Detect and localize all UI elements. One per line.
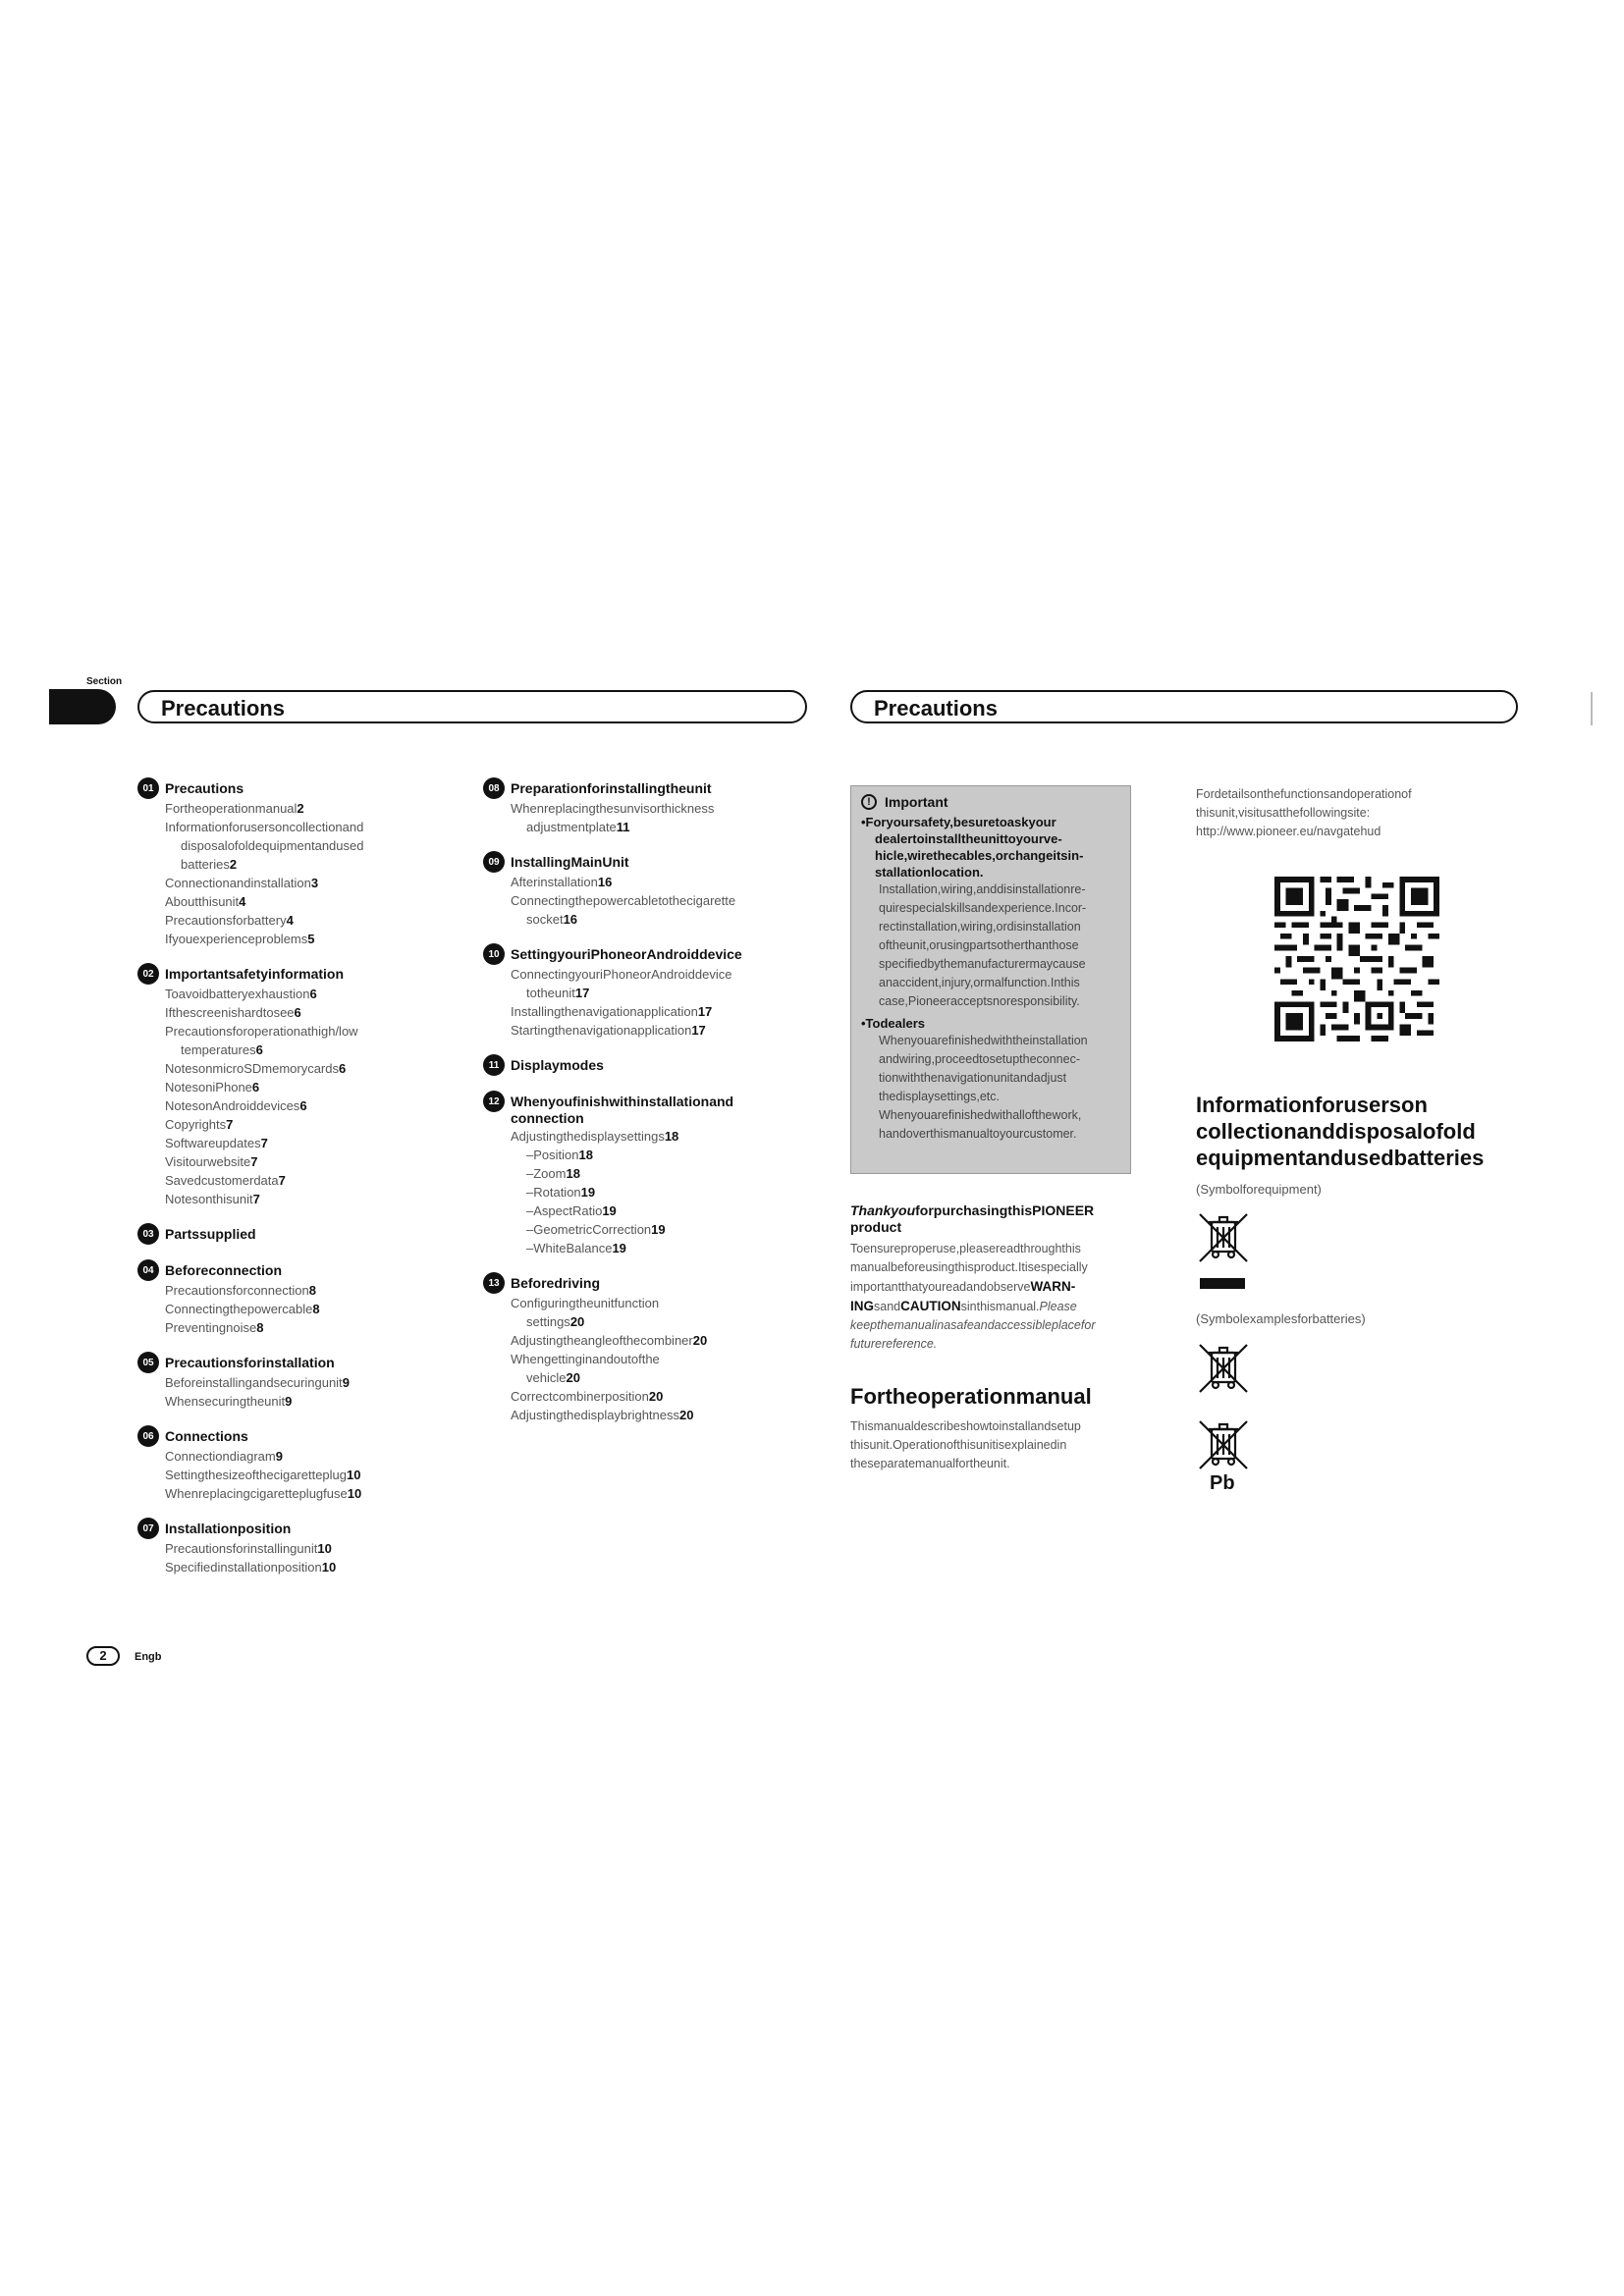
toc-item-page: 9 (285, 1394, 293, 1409)
important-bullet-safety-body: Installation,wiring,anddisinstallationre- quirespecialskillsandexperience.Incor- rectinstallation,wiring,ordisinstallation oftheunit,orusingpartsotherthanthose specifiedbythemanufacturermaycause anaccident,injury,ormalfunction.Inthis case,Pioneeracceptsnoresponsibility. (879, 882, 1087, 1008)
toc-item-page: 7 (250, 1154, 258, 1169)
toc-item[interactable] (165, 1447, 461, 1466)
toc-item[interactable] (165, 1096, 461, 1115)
toc-item-text: Configuringtheunitfunction (511, 1296, 660, 1310)
toc-item-page: 19 (580, 1185, 596, 1200)
toc-item-page: 19 (602, 1203, 617, 1218)
thanks-warning: WARN- ING (850, 1279, 1076, 1313)
edge-mark (1591, 692, 1593, 725)
toc-item[interactable] (511, 1239, 807, 1257)
toc-item-text: Copyrights (165, 1117, 227, 1132)
toc-item[interactable] (511, 1406, 807, 1424)
toc-item-text: Softwareupdates (165, 1136, 261, 1150)
toc-item-text: NotesonmicroSDmemorycards (165, 1061, 339, 1076)
toc-item-text: NotesonAndroiddevices (165, 1098, 300, 1113)
thanks-and: sand (874, 1300, 901, 1313)
toc-item-page: 19 (651, 1222, 666, 1237)
toc-column-middle (483, 780, 807, 1442)
toc-item-page: 17 (691, 1023, 706, 1038)
toc-item[interactable] (165, 1373, 461, 1392)
thanks-product: product (850, 1219, 902, 1235)
section-tab (49, 689, 116, 724)
toc-item[interactable] (511, 1350, 807, 1368)
toc-item-text: Toavoidbatteryexhaustion (165, 987, 310, 1001)
toc-item[interactable] (511, 891, 807, 910)
section-number-badge: 11 (483, 1054, 505, 1076)
toc-item-text: Settingthesizeofthecigaretteplug (165, 1468, 348, 1482)
section-number-badge: 12 (483, 1091, 505, 1112)
toc-item[interactable] (165, 1392, 461, 1411)
symbol-equipment-caption: (Symbolforequipment) (1196, 1182, 1322, 1197)
toc-item-list (511, 1127, 807, 1257)
thanks-brand: PIONEER (1032, 1202, 1095, 1218)
section-number-badge: 07 (137, 1518, 159, 1539)
toc-item-list (165, 1539, 461, 1576)
operation-manual-body: Thismanualdescribeshowtoinstallandsetup thisunit.Operationofthisunitisexplainedin theseparatemanualfortheunit. (850, 1419, 1081, 1470)
thanks-body (850, 1240, 1145, 1354)
toc-item[interactable] (165, 892, 461, 911)
toc-item-text: Fortheoperationmanual (165, 801, 298, 816)
toc-item-text: –GeometricCorrection (526, 1222, 652, 1237)
section-number-badge: 05 (137, 1352, 159, 1373)
toc-section (137, 966, 461, 1208)
toc-item[interactable] (165, 799, 461, 818)
important-heading (861, 794, 1120, 810)
toc-section (137, 1226, 461, 1245)
toc-item-page: 10 (317, 1541, 332, 1556)
toc-section-title: Importantsafetyinformation (165, 966, 345, 982)
thanks-rest: forpurchasingthis (915, 1202, 1033, 1218)
toc-item-text: disposalofoldequipmentandused (181, 838, 364, 853)
toc-item[interactable] (165, 1115, 461, 1134)
toc-item-text: Specifiedinstallationposition (165, 1560, 322, 1575)
toc-item[interactable] (165, 1539, 461, 1558)
important-heading-text: Important (885, 794, 948, 810)
toc-item-list (165, 985, 461, 1208)
toc-item-page: 8 (308, 1283, 316, 1298)
battery-pb-bin-icon (1196, 1417, 1251, 1476)
toc-item-text: Ifyouexperienceproblems (165, 932, 308, 946)
toc-item[interactable] (165, 1300, 461, 1318)
section-number-badge: 10 (483, 943, 505, 965)
toc-section (483, 946, 807, 1040)
toc-item[interactable] (165, 1022, 461, 1041)
toc-item-text: Connectionandinstallation (165, 876, 311, 890)
section-number-badge: 09 (483, 851, 505, 873)
toc-section-title: Beforeconnection (165, 1262, 283, 1278)
toc-item[interactable] (511, 1312, 807, 1331)
thanks-italic: Please keepthemanualinasafeandaccessibleplacefor futurereference. (850, 1300, 1096, 1351)
toc-item-text: Aboutthisunit (165, 894, 240, 909)
toc-item-page: 10 (347, 1486, 362, 1501)
toc-section-title: Beforedriving (511, 1275, 601, 1291)
toc-item-page: 4 (286, 913, 294, 928)
toc-section-heading[interactable] (483, 1094, 807, 1127)
toc-item-text: Ifthescreenishardtosee (165, 1005, 295, 1020)
toc-item[interactable] (511, 910, 807, 929)
toc-item-page: 6 (339, 1061, 347, 1076)
toc-item-page: 20 (692, 1333, 708, 1348)
toc-section (483, 854, 807, 929)
toc-item-page: 4 (239, 894, 246, 909)
toc-item[interactable] (511, 1127, 807, 1146)
toc-item-text: vehicle (526, 1370, 567, 1385)
toc-item-text: Adjustingthedisplaybrightness (511, 1408, 679, 1422)
toc-section-title: Whenyoufinishwithinstallationand connection (511, 1094, 734, 1126)
toc-item-page: 7 (226, 1117, 234, 1132)
toc-item[interactable] (165, 1190, 461, 1208)
toc-section (483, 1057, 807, 1076)
toc-item[interactable] (165, 1003, 461, 1022)
toc-item-page: 20 (648, 1389, 664, 1404)
toc-item-page: 7 (278, 1173, 286, 1188)
toc-item-page: 6 (299, 1098, 307, 1113)
toc-item-text: adjustmentplate (526, 820, 617, 834)
toc-item[interactable] (511, 1387, 807, 1406)
toc-section-title: Precautions (165, 780, 244, 796)
toc-section-title: SettingyouriPhoneorAndroiddevice (511, 946, 742, 962)
toc-item[interactable] (165, 985, 461, 1003)
toc-item-text: Connectiondiagram (165, 1449, 276, 1464)
toc-item[interactable] (511, 1002, 807, 1021)
toc-item-page: 6 (309, 987, 317, 1001)
toc-item-page: 20 (566, 1370, 580, 1385)
toc-item-text: Informationforusersoncollectionand (165, 820, 364, 834)
toc-item[interactable] (511, 873, 807, 891)
toc-item[interactable] (165, 818, 461, 836)
toc-item-page: 6 (251, 1080, 260, 1095)
toc-section-heading[interactable] (483, 780, 807, 799)
toc-item-text: Precautionsforoperationathigh/low (165, 1024, 358, 1039)
toc-item[interactable] (165, 1152, 461, 1171)
toc-item[interactable] (165, 1466, 461, 1484)
symbol-batteries-caption: (Symbolexamplesforbatteries) (1196, 1311, 1366, 1326)
toc-item[interactable] (511, 1146, 807, 1164)
toc-item-page: 2 (229, 857, 238, 872)
toc-item-page: 17 (697, 1004, 713, 1019)
toc-column-left (137, 780, 461, 1594)
toc-item[interactable] (511, 799, 807, 818)
toc-item-text: Precautionsforconnection (165, 1283, 309, 1298)
toc-item[interactable] (165, 1171, 461, 1190)
thanks-caution: CAUTION (900, 1299, 961, 1313)
toc-section-heading[interactable] (483, 1057, 807, 1076)
toc-item-text: –Rotation (526, 1185, 581, 1200)
section-number-badge: 03 (137, 1223, 159, 1245)
toc-item-text: NotesoniPhone (165, 1080, 252, 1095)
toc-item-text: batteries (181, 857, 230, 872)
toc-item-text: ConnectingyouriPhoneorAndroiddevice (511, 967, 732, 982)
toc-item-page: 8 (256, 1320, 264, 1335)
language-code: Engb (135, 1651, 162, 1663)
toc-item-text: –Zoom (526, 1166, 567, 1181)
toc-section (137, 780, 461, 948)
toc-item-page: 17 (574, 986, 590, 1000)
section-number-badge: 01 (137, 777, 159, 799)
toc-item-page: 16 (563, 912, 578, 927)
toc-item-text: Afterinstallation (511, 875, 598, 889)
toc-item-text: Correctcombinerposition (511, 1389, 649, 1404)
toc-item-text: temperatures (181, 1042, 256, 1057)
important-box (850, 785, 1131, 1174)
qr-code (1274, 877, 1439, 1041)
toc-item[interactable] (165, 1078, 461, 1096)
toc-item-page: 6 (255, 1042, 263, 1057)
toc-section (483, 1275, 807, 1424)
toc-item[interactable] (511, 1368, 807, 1387)
toc-item-text: Adjustingthedisplaysettings (511, 1129, 665, 1144)
toc-item-list (165, 1281, 461, 1337)
toc-item-page: 20 (569, 1314, 585, 1329)
toc-section (137, 1428, 461, 1503)
page-title-left: Precautions (137, 690, 807, 723)
caution-icon: ! (861, 794, 877, 810)
toc-section-heading[interactable] (137, 1521, 461, 1539)
toc-item-page: 20 (679, 1408, 694, 1422)
toc-item[interactable] (165, 1558, 461, 1576)
toc-section-heading[interactable] (137, 1226, 461, 1245)
toc-item-page: 18 (664, 1129, 679, 1144)
toc-item-page: 16 (597, 875, 613, 889)
toc-item[interactable] (165, 836, 461, 855)
toc-item[interactable] (511, 1294, 807, 1312)
toc-item[interactable] (511, 818, 807, 836)
toc-item[interactable] (165, 1318, 461, 1337)
toc-item-page: 18 (578, 1148, 593, 1162)
toc-item-list (511, 965, 807, 1040)
important-bullet-dealers (861, 1015, 1120, 1144)
toc-section-title: Installationposition (165, 1521, 292, 1536)
crossed-bin-icon (1196, 1210, 1251, 1269)
toc-item-text: Preventingnoise (165, 1320, 257, 1335)
toc-item-text: Whenreplacingthesunvisorthickness (511, 801, 715, 816)
toc-section-heading[interactable] (137, 1428, 461, 1447)
toc-item[interactable] (511, 1331, 807, 1350)
toc-item-page: 19 (612, 1241, 626, 1255)
toc-item-page: 9 (275, 1449, 283, 1464)
toc-section-heading[interactable] (483, 1275, 807, 1294)
toc-item[interactable] (511, 1164, 807, 1183)
toc-item-text: Savedcustomerdata (165, 1173, 279, 1188)
toc-item[interactable] (511, 1220, 807, 1239)
details-intro: Fordetailsonthefunctionsandoperationof thisunit,visitusatthefollowingsite: (1196, 787, 1412, 820)
battery-bin-icon (1196, 1341, 1251, 1400)
toc-item-text: totheunit (526, 986, 575, 1000)
toc-section-heading[interactable] (483, 946, 807, 965)
toc-item-text: Whenreplacingcigaretteplugfuse (165, 1486, 348, 1501)
toc-item[interactable] (165, 855, 461, 874)
toc-item-list (165, 1447, 461, 1503)
toc-item-list (165, 799, 461, 948)
section-number-badge: 13 (483, 1272, 505, 1294)
thanks-heading (850, 1202, 1135, 1236)
toc-item[interactable] (165, 1041, 461, 1059)
equipment-bar-symbol (1200, 1278, 1245, 1289)
toc-section-heading[interactable] (137, 780, 461, 799)
section-number-badge: 02 (137, 963, 159, 985)
toc-section-title: Partssupplied (165, 1226, 256, 1242)
toc-item[interactable] (165, 1059, 461, 1078)
toc-item[interactable] (165, 930, 461, 948)
toc-section (137, 1521, 461, 1576)
thanks-body2: sinthismanual. (960, 1300, 1040, 1313)
toc-item-page: 7 (252, 1192, 260, 1206)
details-text (1196, 785, 1481, 841)
page-number: 2 (86, 1646, 120, 1666)
toc-item[interactable] (511, 1201, 807, 1220)
details-url[interactable]: http://www.pioneer.eu/navgatehud (1196, 825, 1381, 838)
toc-item-text: Connectingthepowercable (165, 1302, 313, 1316)
toc-item-page: 11 (616, 820, 630, 834)
toc-item-text: Notesonthisunit (165, 1192, 253, 1206)
toc-item[interactable] (511, 1021, 807, 1040)
toc-section-title: Connections (165, 1428, 248, 1444)
toc-section-heading[interactable] (137, 1262, 461, 1281)
toc-item-page: 3 (310, 876, 319, 890)
lead-symbol-label: Pb (1210, 1472, 1235, 1494)
toc-item-text: Precautionsforinstallingunit (165, 1541, 318, 1556)
disposal-info-title: Informationforuserson collectionanddisposalofold equipmentandusedbatteries (1196, 1093, 1485, 1170)
toc-item-text: Installingthenavigationapplication (511, 1004, 698, 1019)
toc-item-text: socket (526, 912, 564, 927)
section-number-badge: 08 (483, 777, 505, 799)
important-bullet-dealers-title: •Todealers (861, 1016, 925, 1031)
toc-item-page: 6 (294, 1005, 301, 1020)
toc-item-text: Precautionsforbattery (165, 913, 287, 928)
thanks-body1: Toensureproperuse,pleasereadthroughthis manualbeforeusingthisproduct.Itisespecially importantthatyoureadandobserve (850, 1242, 1088, 1294)
toc-section (137, 1262, 461, 1337)
important-bullet-safety (861, 814, 1120, 1011)
toc-item[interactable] (165, 1484, 461, 1503)
section-label: Section (86, 676, 123, 687)
important-bullet-safety-title: •Foryoursafety,besuretoaskyour dealertoinstalltheunittoyourve- hicle,wirethecables,orchangeitsin- stallationlocation. (861, 815, 1084, 880)
toc-item-text: –WhiteBalance (526, 1241, 613, 1255)
toc-item[interactable] (165, 1134, 461, 1152)
toc-item-list (511, 1294, 807, 1424)
toc-item-text: Whengettinginandoutofthe (511, 1352, 660, 1366)
toc-item-text: settings (526, 1314, 570, 1329)
page-title-right: Precautions (850, 690, 1518, 723)
toc-item-list (165, 1373, 461, 1411)
toc-item[interactable] (165, 911, 461, 930)
toc-section (483, 780, 807, 836)
toc-item-page: 5 (307, 932, 315, 946)
toc-item-page: 2 (297, 801, 304, 816)
toc-section-heading[interactable] (137, 966, 461, 985)
operation-manual-title: Fortheoperationmanual (850, 1384, 1092, 1409)
toc-item-text: Whensecuringtheunit (165, 1394, 286, 1409)
toc-section-title: Preparationforinstallingtheunit (511, 780, 712, 796)
toc-item-text: Connectingthepowercabletothecigarette (511, 893, 736, 908)
toc-item[interactable] (165, 1281, 461, 1300)
toc-item-page: 8 (312, 1302, 320, 1316)
toc-item[interactable] (511, 1183, 807, 1201)
toc-section (137, 1355, 461, 1411)
toc-section-title: InstallingMainUnit (511, 854, 629, 870)
section-number-badge: 06 (137, 1425, 159, 1447)
toc-item[interactable] (165, 874, 461, 892)
important-bullet-dealers-body: Whenyouarefinishedwiththeinstallation andwiring,proceedtosetuptheconnec- tionwiththenavigationunitandadjust thedisplaysettings,etc. Whenyouarefinishedwithallofthework, handoverthismanualtoyourcustomer. (879, 1034, 1088, 1141)
toc-section-heading[interactable] (137, 1355, 461, 1373)
toc-item-page: 18 (566, 1166, 580, 1181)
toc-section-heading[interactable] (483, 854, 807, 873)
toc-item[interactable] (511, 965, 807, 984)
toc-item-text: Beforeinstallingandsecuringunit (165, 1375, 343, 1390)
toc-item[interactable] (511, 984, 807, 1002)
toc-item-page: 7 (260, 1136, 268, 1150)
toc-item-text: Visitourwebsite (165, 1154, 251, 1169)
toc-item-text: Startingthenavigationapplication (511, 1023, 692, 1038)
toc-section (483, 1094, 807, 1257)
toc-item-text: –Position (526, 1148, 579, 1162)
toc-section-title: Precautionsforinstallation (165, 1355, 335, 1370)
toc-item-text: –AspectRatio (526, 1203, 603, 1218)
toc-section-title: Displaymodes (511, 1057, 604, 1073)
toc-item-list (511, 873, 807, 929)
thanks-thankyou: Thankyou (850, 1202, 916, 1218)
toc-item-text: Adjustingtheangleofthecombiner (511, 1333, 693, 1348)
toc-item-page: 10 (321, 1560, 337, 1575)
toc-item-page: 9 (342, 1375, 350, 1390)
toc-item-list (511, 799, 807, 836)
toc-item-page: 10 (347, 1468, 361, 1482)
section-number-badge: 04 (137, 1259, 159, 1281)
